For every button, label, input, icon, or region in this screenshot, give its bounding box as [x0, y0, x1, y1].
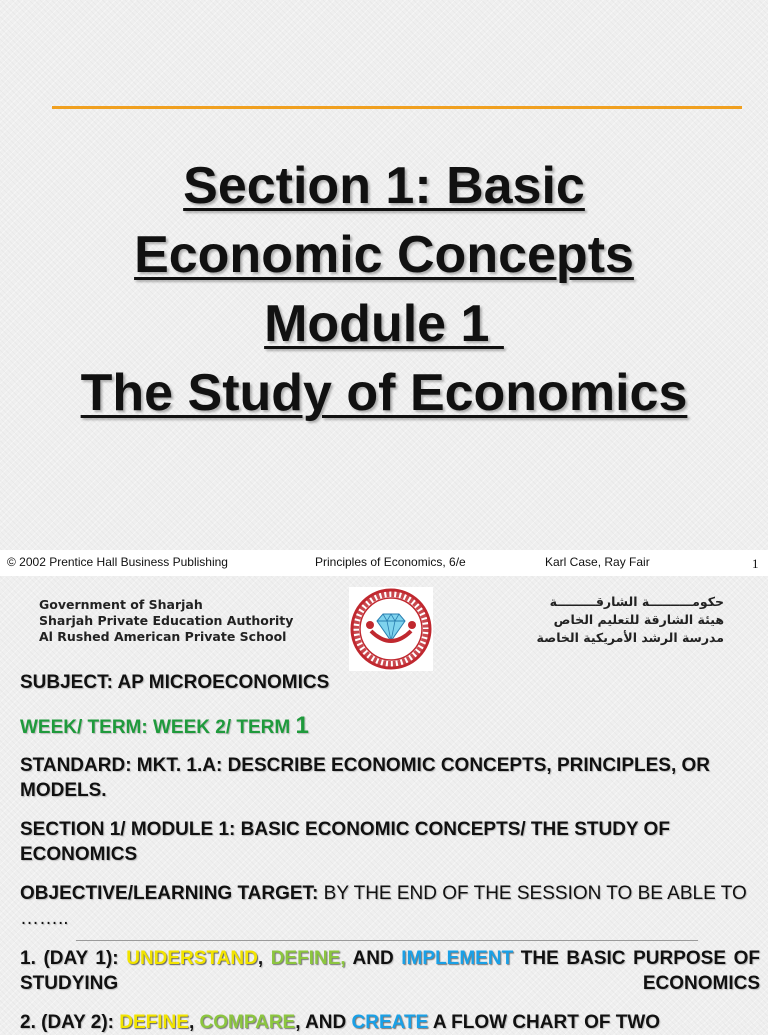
keyword-implement: IMPLEMENT [401, 948, 514, 969]
header-ar-line: مدرسة الرشد الأمريكية الخاصة [536, 630, 724, 645]
header-ar-line: حكومــــــــــة الشارقـــــــــة [549, 594, 724, 609]
school-logo [349, 587, 433, 671]
footer-copyright: © 2002 Prentice Hall Business Publishing [7, 555, 228, 569]
header-en-line: Sharjah Private Education Authority [39, 613, 294, 628]
header-en-line: Government of Sharjah [39, 597, 203, 612]
keyword-understand: UNDERSTAND [126, 948, 258, 969]
title-line-3: Module 1 [264, 295, 504, 353]
standard-line: STANDARD: MKT. 1.A: DESCRIBE ECONOMIC CONCEPTS, PRINCIPLES, OR MODELS. [20, 755, 711, 801]
section-line: SECTION 1/ MODULE 1: BASIC ECONOMIC CONCEPTS/ THE STUDY OF ECONOMICS [20, 819, 670, 865]
week-term-label: WEEK/ TERM: WEEK 2/ TERM [20, 717, 296, 738]
accent-rule [52, 106, 742, 109]
keyword-define: DEFINE, [270, 948, 346, 969]
objective-label: OBJECTIVE/LEARNING TARGET: [20, 883, 319, 904]
objective-line [20, 881, 760, 931]
week-term-line [20, 713, 760, 740]
footer-page-number: 1 [752, 556, 759, 571]
title-line-1: Section 1: Basic [183, 157, 585, 215]
header-arabic [537, 593, 724, 647]
title-line-4: The Study of Economics [80, 364, 688, 422]
day2-objective: 2. (DAY 2): DEFINE, COMPARE, AND CREATE A FLOW CHART OF TWO [20, 1012, 661, 1033]
slide-lesson-plan [0, 576, 768, 1033]
footer-authors: Karl Case, Ray Fair [545, 555, 650, 569]
objective-text: BY THE END OF THE SESSION TO BE ABLE TO …….. [20, 883, 747, 929]
header-en-line: Al Rushed American Private School [39, 629, 287, 644]
keyword-define: DEFINE [119, 1012, 189, 1033]
keyword-compare: COMPARE [199, 1012, 296, 1033]
footer-book: Principles of Economics, 6/e [315, 555, 466, 569]
keyword-create: CREATE [351, 1012, 429, 1033]
subject-line: SUBJECT: AP MICROECONOMICS [20, 672, 330, 693]
divider [76, 940, 698, 941]
slide-title-text [0, 152, 768, 428]
header-ar-line: هيئة الشارقة للتعليم الخاص [553, 612, 724, 627]
title-line-2: Economic Concepts [134, 226, 634, 284]
day1-objective: 1. (DAY 1): UNDERSTAND, DEFINE, AND IMPLEMENT THE BASIC PURPOSE OF STUDYING ECONOMICS [20, 948, 760, 994]
slide-footer [0, 550, 768, 576]
header-english [39, 597, 293, 645]
term-number: 1 [295, 712, 309, 739]
